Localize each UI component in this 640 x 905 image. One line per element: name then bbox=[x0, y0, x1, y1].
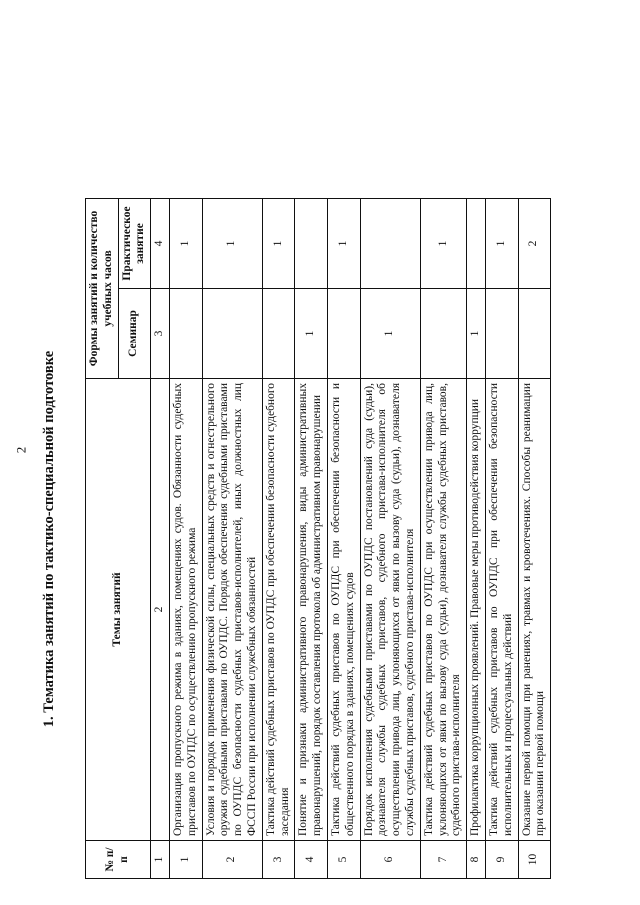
row-practical-hours: 1 bbox=[327, 198, 360, 288]
table-header-row bbox=[86, 198, 119, 878]
column-index: 1 bbox=[151, 841, 170, 879]
row-seminar-hours bbox=[327, 289, 360, 379]
column-index: 3 bbox=[151, 289, 170, 379]
row-num: 7 bbox=[420, 841, 466, 879]
row-num: 9 bbox=[485, 841, 518, 879]
column-index: 2 bbox=[151, 379, 170, 841]
row-num: 5 bbox=[327, 841, 360, 879]
row-seminar-hours: 1 bbox=[360, 289, 420, 379]
lessons-table bbox=[85, 198, 551, 879]
row-seminar-hours bbox=[262, 289, 295, 379]
row-topic: Понятие и признаки административного правонарушения, виды административных правонарушений, порядок составления протокола об административном правонарушении bbox=[295, 379, 328, 841]
row-seminar-hours bbox=[420, 289, 466, 379]
row-practical-hours: 1 bbox=[169, 198, 202, 288]
row-practical-hours bbox=[295, 198, 328, 288]
header-forms: Формы занятий и количество учебных часов bbox=[86, 198, 119, 378]
table-row bbox=[420, 198, 466, 878]
header-topics: Темы занятий bbox=[86, 379, 151, 841]
header-seminar: Семинар bbox=[118, 289, 151, 379]
rotated-page-content bbox=[0, 199, 633, 879]
table-row bbox=[360, 198, 420, 878]
row-num: 1 bbox=[169, 841, 202, 879]
row-practical-hours: 1 bbox=[420, 198, 466, 288]
row-topic: Порядок исполнения судебными приставами по ОУПДС постановлений суда (судьи), дознавателя службы судебных приставов, судебного пристава-исполнителя об осуществлении привода лиц, уклоняющихся от явки по вызову суда (судьи), дознавателя службы судебных приставов, судебного пристава-исполнителя bbox=[360, 379, 420, 841]
row-topic: Тактика действий судебных приставов по ОУПДС при обеспечении безопасности судебного заседания bbox=[262, 379, 295, 841]
column-index: 4 bbox=[151, 198, 170, 288]
row-seminar-hours bbox=[169, 289, 202, 379]
row-num: 10 bbox=[518, 841, 551, 879]
row-num: 8 bbox=[467, 841, 486, 879]
table-row bbox=[295, 198, 328, 878]
row-topic: Тактика действий судебных приставов по ОУПДС при обеспечении безопасности и общественного порядка в зданиях, помещениях судов bbox=[327, 379, 360, 841]
row-practical-hours bbox=[360, 198, 420, 288]
header-num: № п/п bbox=[86, 841, 151, 879]
row-topic: Профилактика коррупционных проявлений. Правовые меры противодействия коррупции bbox=[467, 379, 486, 841]
row-seminar-hours bbox=[518, 289, 551, 379]
row-seminar-hours: 1 bbox=[295, 289, 328, 379]
row-seminar-hours: 1 bbox=[467, 289, 486, 379]
row-practical-hours: 2 bbox=[518, 198, 551, 288]
table-row bbox=[262, 198, 295, 878]
page-number: 2 bbox=[13, 446, 29, 454]
row-topic: Тактика действий судебных приставов по ОУПДС при осуществлении привода лиц, уклоняющихся от явки по вызову суда (судьи), дознавателя службы судебных приставов, судебного пристава-исполнителя bbox=[420, 379, 466, 841]
row-seminar-hours bbox=[202, 289, 262, 379]
row-practical-hours: 1 bbox=[485, 198, 518, 288]
document-title: 1. Тематика занятий по тактико-специальной подготовке bbox=[41, 350, 57, 728]
row-practical-hours: 1 bbox=[262, 198, 295, 288]
table-row bbox=[327, 198, 360, 878]
row-num: 3 bbox=[262, 841, 295, 879]
table-row bbox=[202, 198, 262, 878]
row-topic: Тактика действий судебных приставов по ОУПДС при обеспечении безопасности исполнительных и процессуальных действий bbox=[485, 379, 518, 841]
row-topic: Организация пропускного режима в зданиях, помещениях судов. Обязанности судебных приставов по ОУПДС по осуществлению пропускного режима bbox=[169, 379, 202, 841]
header-practical: Практическое занятие bbox=[118, 198, 151, 288]
row-num: 6 bbox=[360, 841, 420, 879]
row-practical-hours bbox=[467, 198, 486, 288]
table-row bbox=[169, 198, 202, 878]
table-row bbox=[485, 198, 518, 878]
row-topic: Условия и порядок применения физической силы, специальных средств и огнестрельного оружия судебными приставами по ОУПДС. Порядок обеспечения судебными приставами по ОУПДС безопасности судебных приставов-исполнителей, иных должностных лиц ФССП России при исполнении служебных обязанностей bbox=[202, 379, 262, 841]
row-topic: Оказание первой помощи при ранениях, травмах и кровотечениях. Способы реанимации при оказании первой помощи bbox=[518, 379, 551, 841]
row-seminar-hours bbox=[485, 289, 518, 379]
row-num: 4 bbox=[295, 841, 328, 879]
row-num: 2 bbox=[202, 841, 262, 879]
table-row bbox=[518, 198, 551, 878]
table-row bbox=[467, 198, 486, 878]
row-practical-hours: 1 bbox=[202, 198, 262, 288]
column-index-row bbox=[151, 198, 170, 878]
